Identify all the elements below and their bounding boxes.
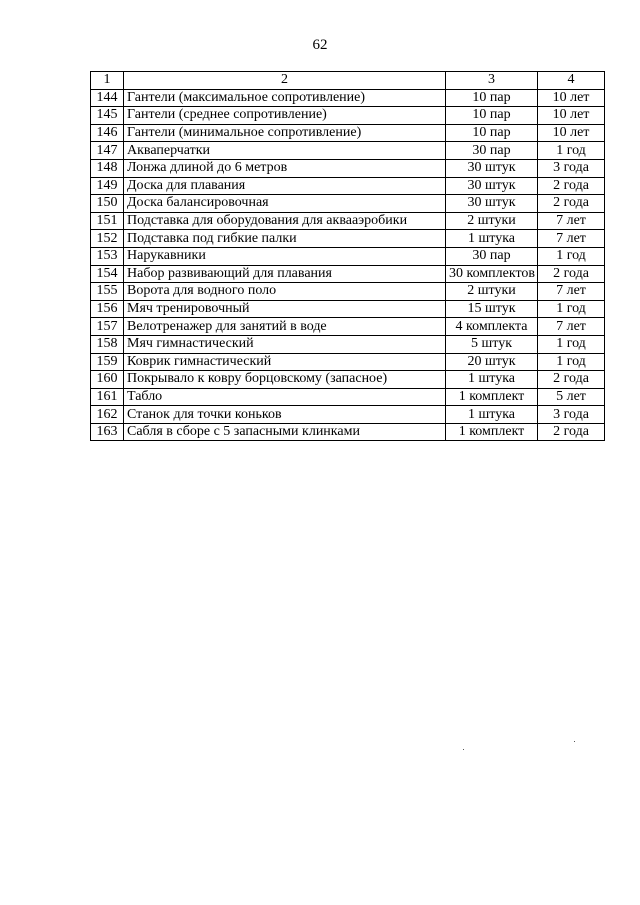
cell-name: Подставка под гибкие палки: [124, 230, 446, 248]
scan-speck: [574, 741, 575, 742]
header-cell-quantity: 3: [446, 72, 538, 90]
cell-number: 162: [91, 406, 124, 424]
cell-name: Доска балансировочная: [124, 195, 446, 213]
cell-number: 145: [91, 107, 124, 125]
cell-term: 2 года: [538, 423, 605, 441]
cell-quantity: 30 пар: [446, 142, 538, 160]
cell-name: Станок для точки коньков: [124, 406, 446, 424]
cell-quantity: 4 комплекта: [446, 318, 538, 336]
table-row: [91, 353, 605, 371]
table-row: [91, 265, 605, 283]
cell-name: Ворота для водного поло: [124, 283, 446, 301]
cell-term: 7 лет: [538, 283, 605, 301]
cell-term: 2 года: [538, 265, 605, 283]
table-row: [91, 406, 605, 424]
header-cell-term: 4: [538, 72, 605, 90]
cell-term: 1 год: [538, 353, 605, 371]
cell-name: Лонжа длиной до 6 метров: [124, 159, 446, 177]
cell-quantity: 30 штук: [446, 159, 538, 177]
cell-number: 148: [91, 159, 124, 177]
table-row: [91, 318, 605, 336]
cell-quantity: 30 комплектов: [446, 265, 538, 283]
table-row: [91, 247, 605, 265]
cell-quantity: 30 штук: [446, 177, 538, 195]
cell-number: 160: [91, 371, 124, 389]
cell-number: 163: [91, 423, 124, 441]
table-row: [91, 371, 605, 389]
cell-name: Мяч гимнастический: [124, 335, 446, 353]
table-row: [91, 177, 605, 195]
cell-number: 159: [91, 353, 124, 371]
table-row: [91, 230, 605, 248]
cell-quantity: 10 пар: [446, 89, 538, 107]
cell-quantity: 1 штука: [446, 406, 538, 424]
cell-name: Сабля в сборе с 5 запасными клинками: [124, 423, 446, 441]
cell-number: 161: [91, 388, 124, 406]
cell-term: 2 года: [538, 371, 605, 389]
cell-quantity: 2 штуки: [446, 212, 538, 230]
cell-number: 144: [91, 89, 124, 107]
cell-name: Доска для плавания: [124, 177, 446, 195]
cell-name: Акваперчатки: [124, 142, 446, 160]
cell-term: 1 год: [538, 247, 605, 265]
table-row: [91, 283, 605, 301]
cell-number: 158: [91, 335, 124, 353]
cell-name: Набор развивающий для плавания: [124, 265, 446, 283]
cell-term: 1 год: [538, 300, 605, 318]
cell-number: 154: [91, 265, 124, 283]
cell-name: Подставка для оборудования для аквааэробики: [124, 212, 446, 230]
cell-name: Гантели (среднее сопротивление): [124, 107, 446, 125]
cell-quantity: 20 штук: [446, 353, 538, 371]
cell-quantity: 15 штук: [446, 300, 538, 318]
cell-number: 147: [91, 142, 124, 160]
header-cell-name: 2: [124, 72, 446, 90]
cell-quantity: 30 пар: [446, 247, 538, 265]
cell-number: 146: [91, 124, 124, 142]
cell-name: Нарукавники: [124, 247, 446, 265]
table-row: [91, 159, 605, 177]
cell-term: 10 лет: [538, 89, 605, 107]
cell-number: 153: [91, 247, 124, 265]
cell-term: 10 лет: [538, 107, 605, 125]
cell-quantity: 1 комплект: [446, 423, 538, 441]
cell-number: 155: [91, 283, 124, 301]
cell-term: 2 года: [538, 195, 605, 213]
page-number: 62: [312, 37, 328, 53]
cell-quantity: 10 пар: [446, 124, 538, 142]
table-row: [91, 142, 605, 160]
cell-term: 7 лет: [538, 230, 605, 248]
cell-term: 2 года: [538, 177, 605, 195]
table-row: [91, 388, 605, 406]
cell-name: Табло: [124, 388, 446, 406]
cell-quantity: 1 штука: [446, 371, 538, 389]
cell-quantity: 30 штук: [446, 195, 538, 213]
table-row: [91, 423, 605, 441]
cell-name: Гантели (минимальное сопротивление): [124, 124, 446, 142]
cell-number: 149: [91, 177, 124, 195]
table-header-row: [91, 72, 605, 90]
table-row: [91, 300, 605, 318]
cell-name: Мяч тренировочный: [124, 300, 446, 318]
cell-quantity: 5 штук: [446, 335, 538, 353]
cell-term: 1 год: [538, 142, 605, 160]
header-cell-number: 1: [91, 72, 124, 90]
table-row: [91, 212, 605, 230]
table-row: [91, 107, 605, 125]
cell-term: 3 года: [538, 406, 605, 424]
cell-term: 7 лет: [538, 318, 605, 336]
cell-term: 7 лет: [538, 212, 605, 230]
table-row: [91, 124, 605, 142]
cell-quantity: 10 пар: [446, 107, 538, 125]
cell-number: 157: [91, 318, 124, 336]
scan-speck: [463, 749, 464, 750]
cell-name: Покрывало к ковру борцовскому (запасное): [124, 371, 446, 389]
cell-name: Гантели (максимальное сопротивление): [124, 89, 446, 107]
cell-number: 151: [91, 212, 124, 230]
table-row: [91, 335, 605, 353]
cell-quantity: 1 штука: [446, 230, 538, 248]
cell-number: 152: [91, 230, 124, 248]
equipment-table: [90, 71, 605, 441]
cell-number: 156: [91, 300, 124, 318]
cell-name: Велотренажер для занятий в воде: [124, 318, 446, 336]
cell-name: Коврик гимнастический: [124, 353, 446, 371]
cell-quantity: 1 комплект: [446, 388, 538, 406]
table-row: [91, 89, 605, 107]
cell-number: 150: [91, 195, 124, 213]
cell-term: 3 года: [538, 159, 605, 177]
table-row: [91, 195, 605, 213]
cell-term: 5 лет: [538, 388, 605, 406]
cell-term: 1 год: [538, 335, 605, 353]
cell-quantity: 2 штуки: [446, 283, 538, 301]
cell-term: 10 лет: [538, 124, 605, 142]
